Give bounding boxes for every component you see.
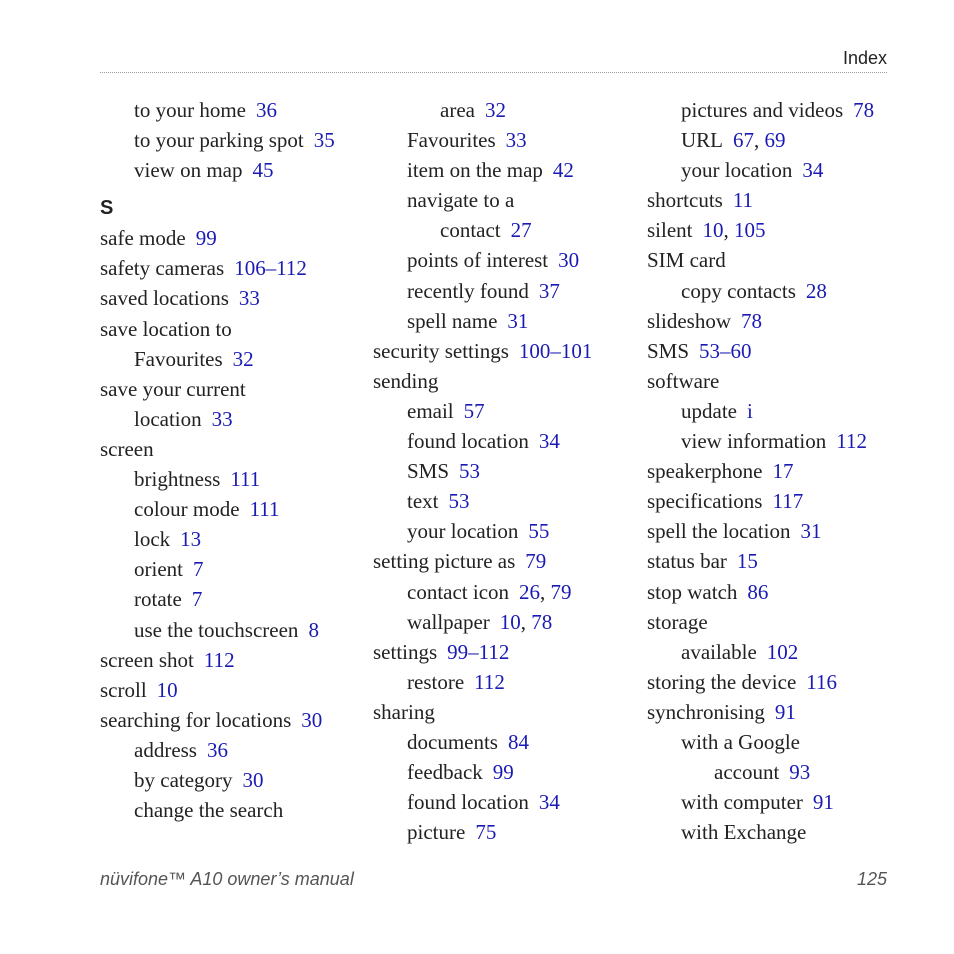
index-entry (647, 607, 907, 637)
page-link[interactable]: 102 (766, 639, 799, 664)
index-term: scroll (100, 677, 147, 702)
index-letter-heading: S (100, 197, 114, 220)
index-term: rotate (134, 587, 182, 612)
index-term: found location (407, 429, 529, 454)
index-term: SIM card (647, 248, 726, 273)
page-link[interactable]: 34 (538, 790, 560, 815)
index-entry (373, 787, 633, 817)
index-term: status bar (647, 549, 727, 574)
page-link[interactable]: 33 (505, 128, 527, 153)
index-term: shortcuts (647, 188, 723, 213)
index-entry (100, 705, 360, 735)
index-entry (647, 546, 907, 576)
page-link[interactable]: 35 (313, 128, 335, 153)
index-entry (373, 125, 633, 155)
index-entry (647, 245, 907, 275)
index-entry (373, 185, 633, 215)
index-term: save location to (100, 316, 232, 341)
index-entry (100, 795, 360, 825)
index-entry (373, 215, 633, 245)
footer-manual-title: nüvifone™ A10 owner’s manual (100, 869, 354, 889)
index-term: stop watch (647, 579, 738, 604)
index-term: with computer (681, 790, 803, 815)
index-term: address (134, 737, 197, 762)
page-link[interactable]: 112 (474, 669, 505, 694)
index-term: to your home (134, 98, 246, 122)
index-entry (647, 516, 907, 546)
index-entry (647, 727, 907, 757)
index-entry (647, 185, 907, 215)
page-link[interactable]: 30 (242, 767, 264, 792)
index-entry (647, 787, 907, 817)
page-link[interactable]: 32 (484, 98, 506, 122)
index-entry (100, 494, 360, 524)
index-term: feedback (407, 760, 483, 785)
page-link[interactable]: 33 (211, 406, 233, 431)
index-term: SMS (647, 338, 690, 363)
index-entry (373, 727, 633, 757)
index-term: recently found (407, 278, 529, 303)
index-term: your location (681, 158, 793, 183)
index-term: screen shot (100, 647, 194, 672)
index-term: location (134, 406, 202, 431)
page-link[interactable]: 111 (230, 467, 261, 492)
index-term: picture (407, 820, 466, 845)
page-link[interactable]: 10 (499, 609, 521, 634)
index-term: available (681, 639, 757, 664)
index-term: account (714, 760, 780, 785)
index-term: your location (407, 519, 519, 544)
index-entry (100, 314, 360, 344)
index-term: setting picture as (373, 549, 516, 574)
index-entry (100, 464, 360, 494)
index-entry: contact icon 26, 79 (407, 579, 572, 604)
page-link[interactable]: 34 (538, 429, 560, 454)
index-entry (373, 396, 633, 426)
page-header-label: Index (842, 48, 887, 68)
index-entry: wallpaper 10, 78 (407, 609, 553, 634)
index-entry (373, 245, 633, 275)
page-link[interactable]: 11 (732, 188, 754, 213)
page-link[interactable]: 106–112 (234, 256, 307, 281)
page-link[interactable]: 31 (800, 519, 822, 544)
index-entry (100, 95, 360, 125)
index-entry (647, 306, 907, 336)
index-term: Favourites (134, 346, 223, 371)
index-entry (100, 645, 360, 675)
index-entry (647, 697, 907, 727)
index-term: change the search (134, 798, 284, 823)
index-term: searching for locations (100, 707, 292, 732)
index-entry (647, 577, 907, 607)
index-entry: silent 10, 105 (647, 218, 766, 243)
index-term: use the touchscreen (134, 617, 299, 642)
index-term: view information (681, 429, 827, 454)
index-term: update (681, 398, 737, 423)
index-term: slideshow (647, 308, 731, 333)
index-term: email (407, 398, 454, 423)
index-entry: URL 67, 69 (681, 128, 786, 153)
page-link[interactable]: 37 (538, 278, 560, 303)
index-entry (373, 336, 633, 366)
index-entry (647, 637, 907, 667)
page-link[interactable]: 91 (774, 699, 796, 724)
page-link[interactable]: 33 (238, 286, 260, 311)
index-entry (100, 584, 360, 614)
index-entry (100, 283, 360, 313)
page-link[interactable]: 69 (764, 128, 786, 153)
index-entry (373, 306, 633, 336)
index-entry (373, 426, 633, 456)
index-entry (100, 615, 360, 645)
index-term: silent (647, 218, 693, 243)
index-entry (373, 155, 633, 185)
page-link[interactable]: 53 (459, 459, 481, 484)
index-term: contact icon (407, 579, 510, 604)
index-entry (647, 486, 907, 516)
index-entry (373, 486, 633, 516)
index-entry (100, 735, 360, 765)
index-term: synchronising (647, 699, 765, 724)
page-link[interactable]: 8 (308, 617, 319, 642)
index-column-3 (647, 95, 907, 847)
index-term: area (440, 98, 475, 122)
page-link[interactable]: 86 (747, 579, 769, 604)
page-link[interactable]: 32 (232, 346, 254, 371)
page-link[interactable]: 55 (528, 519, 550, 544)
index-term: wallpaper (407, 609, 490, 634)
page-link[interactable]: 45 (252, 158, 274, 183)
index-term: found location (407, 790, 529, 815)
index-term: SMS (407, 459, 450, 484)
index-entry (100, 155, 360, 185)
page-link[interactable]: 78 (853, 98, 875, 122)
index-term: spell name (407, 308, 498, 333)
index-entry (373, 276, 633, 306)
index-term: view on map (134, 158, 243, 183)
page-link[interactable]: 57 (463, 398, 485, 423)
index-term: brightness (134, 467, 221, 492)
page-link[interactable]: 30 (558, 248, 580, 273)
index-entry (647, 95, 907, 125)
page-link[interactable]: 27 (510, 218, 532, 243)
index-term: navigate to a (407, 188, 515, 213)
index-term: speakerphone (647, 459, 763, 484)
page-link[interactable]: 31 (507, 308, 529, 333)
page-link[interactable]: 53 (448, 489, 470, 514)
index-entry (647, 456, 907, 486)
index-term: screen (100, 436, 154, 461)
index-term: orient (134, 557, 183, 582)
page-link[interactable]: 17 (772, 459, 794, 484)
index-entry (100, 223, 360, 253)
index-term: saved locations (100, 286, 229, 311)
index-term: documents (407, 729, 498, 754)
index-entry (100, 524, 360, 554)
page-link[interactable]: 105 (734, 218, 766, 243)
page-link[interactable]: 10 (156, 677, 178, 702)
index-term: to your parking spot (134, 128, 304, 153)
index-term: software (647, 368, 720, 393)
index-term: security settings (373, 338, 509, 363)
page-link[interactable]: 99 (195, 226, 217, 251)
page-link[interactable]: 78 (531, 609, 553, 634)
index-entry (100, 554, 360, 584)
index-term: sharing (373, 699, 435, 724)
page-link[interactable]: 91 (812, 790, 834, 815)
page-link[interactable]: 112 (203, 647, 235, 672)
index-term: with Exchange (681, 820, 807, 845)
index-term: by category (134, 767, 233, 792)
index-column-1 (100, 95, 360, 825)
page-link[interactable]: 78 (741, 308, 762, 333)
page-link[interactable]: 10 (702, 218, 724, 243)
index-entry (647, 426, 907, 456)
page-link[interactable]: 67 (733, 128, 754, 153)
index-entry (373, 366, 633, 396)
index-term: contact (440, 218, 501, 243)
index-entry (647, 817, 907, 847)
index-entry (373, 95, 633, 125)
index-entry (373, 456, 633, 486)
page-link[interactable]: 28 (805, 278, 827, 303)
index-entry (373, 667, 633, 697)
page-link[interactable]: 26 (519, 579, 541, 604)
page-link[interactable]: 117 (772, 489, 804, 514)
index-entry (647, 667, 907, 697)
index-term: URL (681, 128, 723, 153)
index-term: Favourites (407, 128, 496, 153)
footer-page-number: 125 (856, 869, 887, 889)
index-term: lock (134, 527, 171, 552)
index-entry (100, 404, 360, 434)
page-link[interactable]: 36 (206, 737, 228, 762)
page-link[interactable]: 84 (507, 729, 529, 754)
index-term: item on the map (407, 158, 543, 183)
index-entry (373, 637, 633, 667)
page-link[interactable]: 53–60 (699, 338, 752, 363)
index-entry (647, 396, 907, 426)
index-entry (647, 276, 907, 306)
header-rule (100, 72, 887, 73)
index-entry (647, 757, 907, 787)
index-term: text (407, 489, 439, 514)
page-link[interactable]: 79 (550, 579, 572, 604)
index-entry (647, 155, 907, 185)
page-link[interactable]: 99–112 (447, 639, 510, 664)
page-link[interactable]: 99 (492, 760, 514, 785)
index-entry (100, 765, 360, 795)
index-term: storing the device (647, 669, 797, 694)
page-link[interactable]: 116 (806, 669, 838, 694)
index-entry (647, 366, 907, 396)
page-link[interactable]: 7 (191, 587, 203, 612)
page-link[interactable]: 15 (736, 549, 758, 574)
index-entry (100, 374, 360, 404)
index-term: spell the location (647, 519, 791, 544)
index-term: storage (647, 609, 708, 634)
page-link[interactable]: 75 (475, 820, 497, 845)
page-link[interactable]: 7 (192, 557, 204, 582)
index-column-2 (373, 95, 633, 847)
index-term: copy contacts (681, 278, 796, 303)
index-entry (647, 336, 907, 366)
index-entry (373, 757, 633, 787)
index-term: safety cameras (100, 256, 225, 281)
index-entry (100, 253, 360, 283)
index-entry (100, 434, 360, 464)
index-term: points of interest (407, 248, 549, 273)
page-link[interactable]: 13 (180, 527, 202, 552)
index-term: with a Google (681, 729, 800, 754)
page-link[interactable]: 112 (836, 429, 867, 454)
index-term: settings (373, 639, 438, 664)
index-term: restore (407, 669, 465, 694)
index-entry (100, 675, 360, 705)
index-term: colour mode (134, 497, 240, 522)
page-link[interactable]: 111 (249, 497, 280, 522)
index-entry (100, 344, 360, 374)
page-link[interactable]: 79 (525, 549, 547, 574)
index-entry (373, 546, 633, 576)
page-link[interactable]: 42 (552, 158, 574, 183)
index-term: pictures and videos (681, 98, 844, 122)
index-entry (373, 697, 633, 727)
index-entry (100, 125, 360, 155)
page-link[interactable]: 34 (802, 158, 824, 183)
index-entry (373, 817, 633, 847)
page-link[interactable]: 30 (301, 707, 323, 732)
index-term: save your current (100, 376, 246, 401)
index-term: sending (373, 368, 439, 393)
page-link[interactable]: 93 (789, 760, 811, 785)
index-entry (373, 516, 633, 546)
index-term: specifications (647, 489, 763, 514)
page-link[interactable]: 36 (255, 98, 277, 122)
index-term: safe mode (100, 226, 186, 251)
page-link[interactable]: 100–101 (518, 338, 593, 363)
page-link[interactable]: i (746, 398, 753, 423)
